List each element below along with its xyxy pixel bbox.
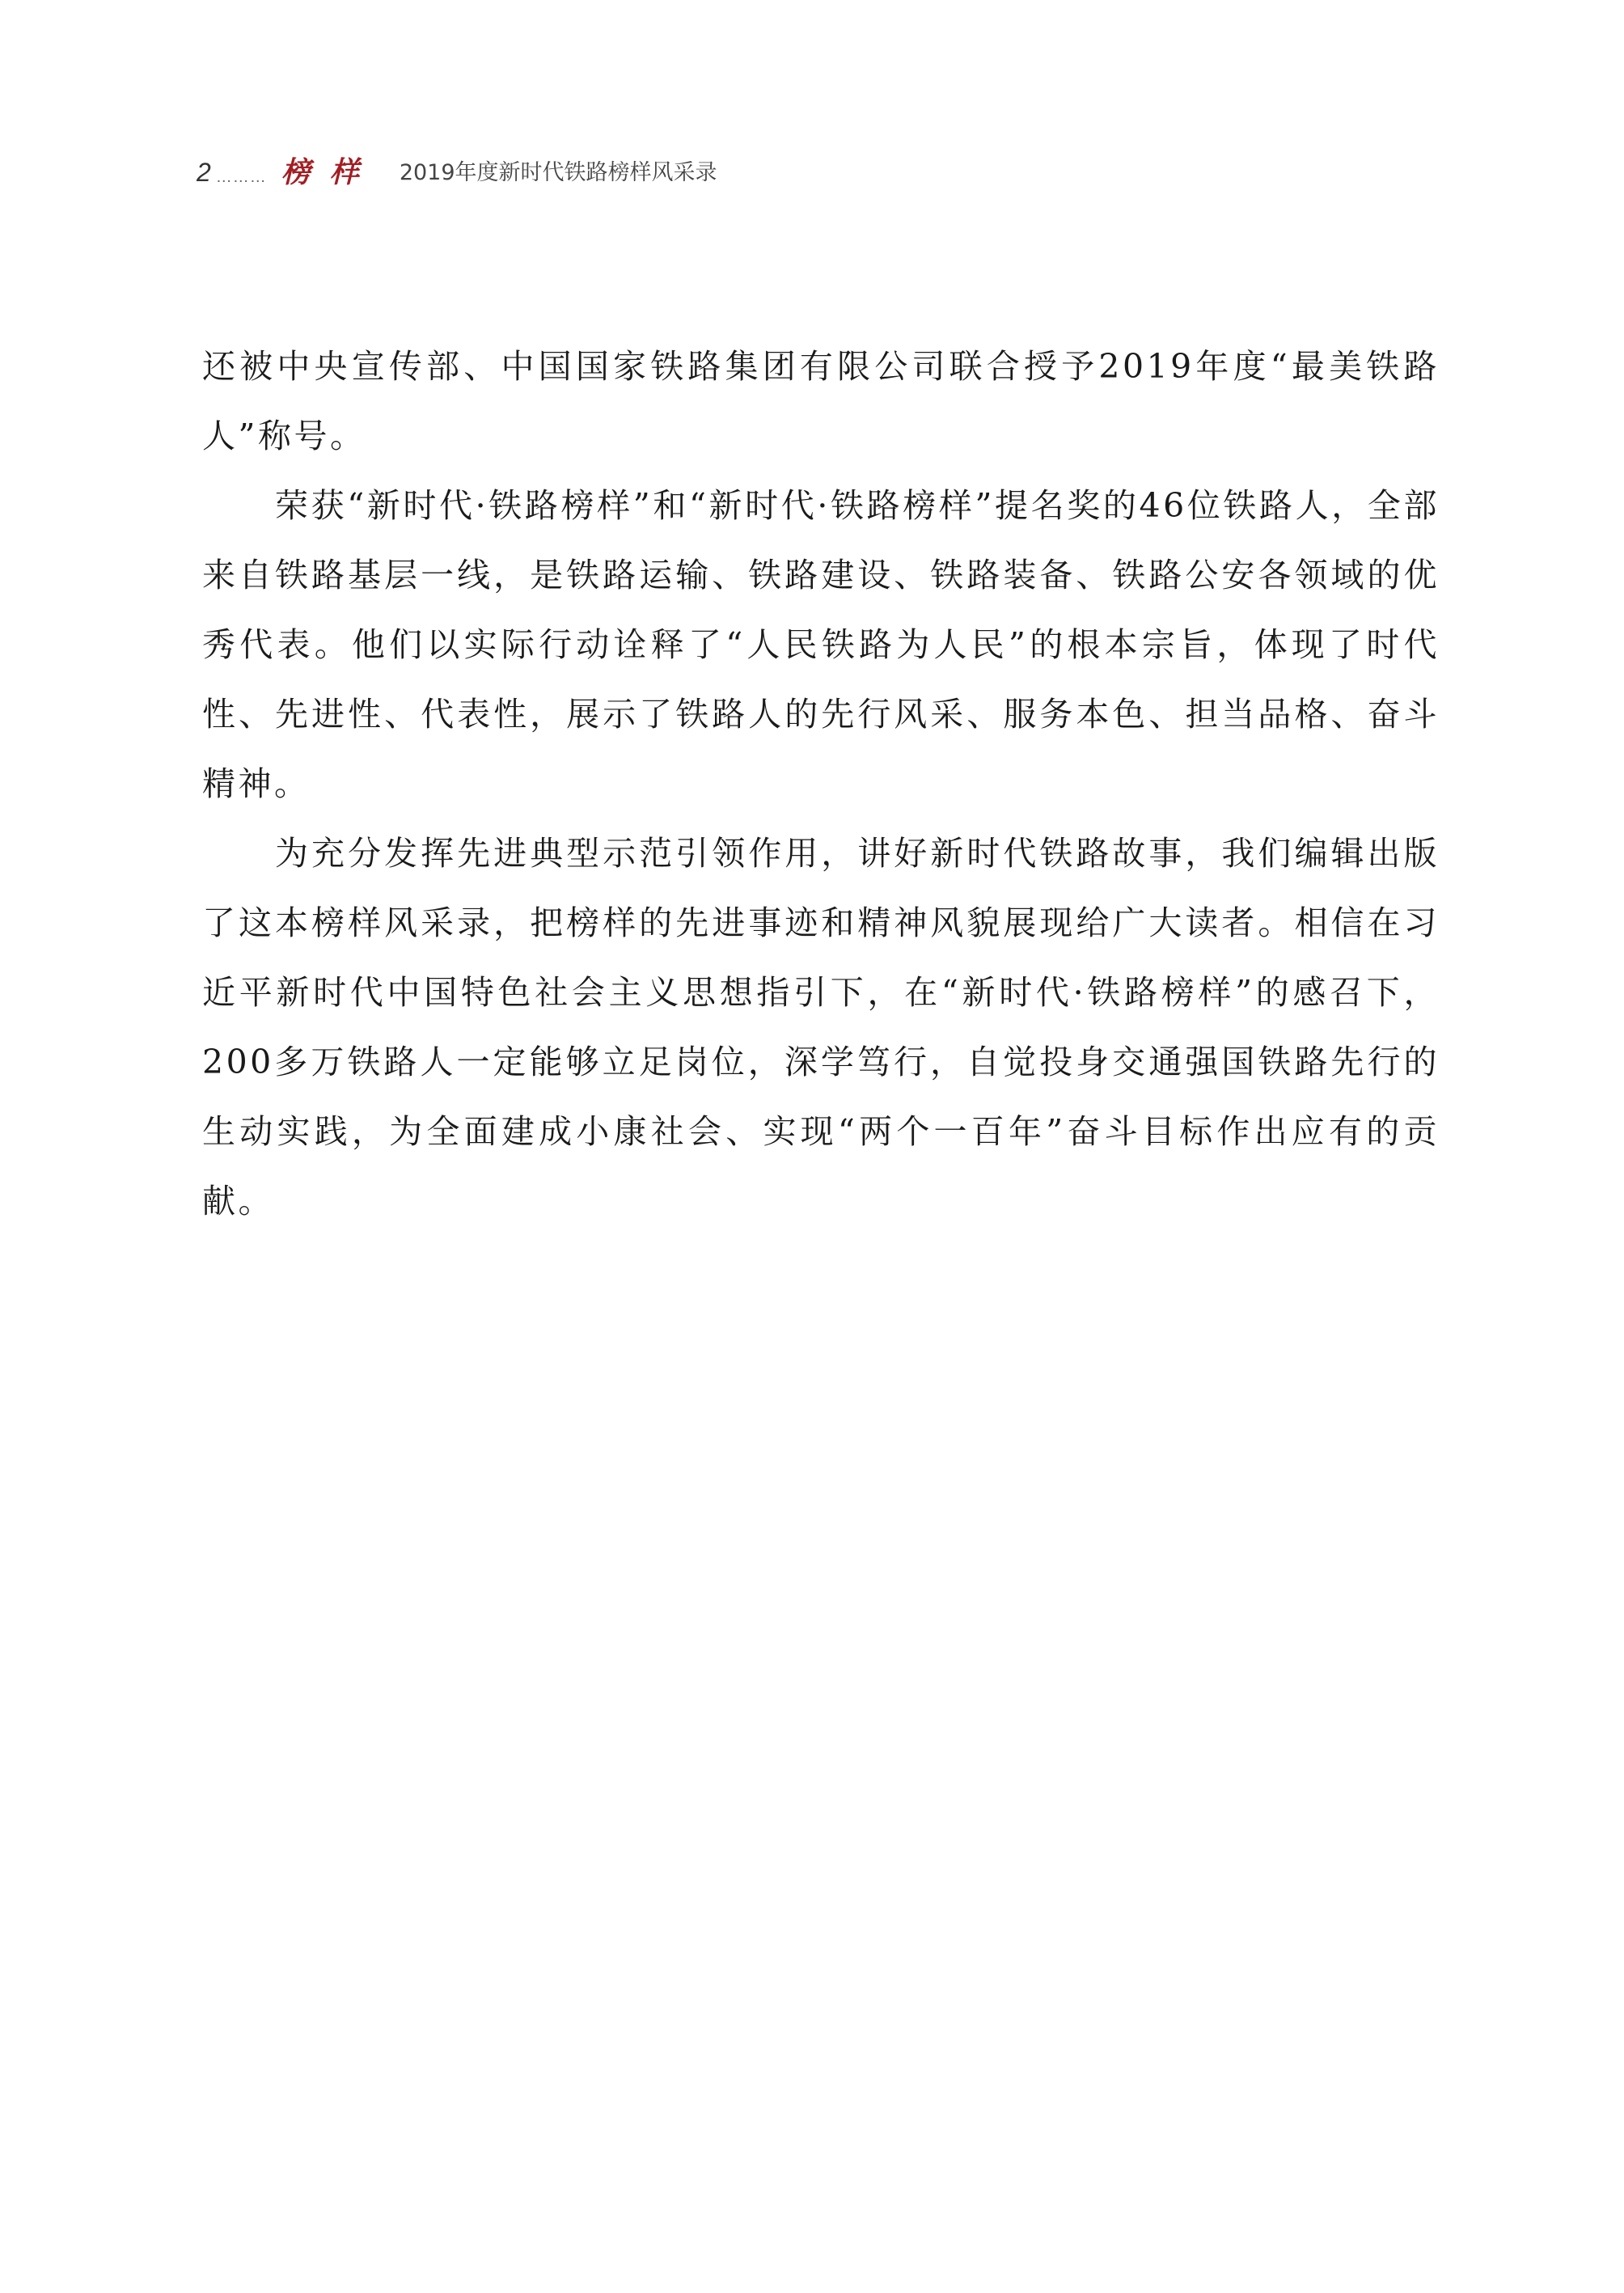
body-text — [202, 332, 1440, 1236]
paragraph-continuation: 还被中央宣传部、中国国家铁路集团有限公司联合授予2019年度“最美铁路人”称号。 — [202, 347, 1440, 455]
running-header — [197, 152, 717, 192]
leader-dots: ……… — [215, 167, 267, 186]
paragraph-honorees: 荣获“新时代·铁路榜样”和“新时代·铁路榜样”提名奖的46位铁路人，全部来自铁路基层一线，是铁路运输、铁路建设、铁路装备、铁路公安各领域的优秀代表。他们以实际行动诠释了“人民铁路为人民”的根本宗旨，体现了时代性、先进性、代表性，展示了铁路人的先行风采、服务本色、担当品格、奋斗精神。 — [202, 486, 1440, 803]
page-number: 2 — [197, 158, 211, 187]
book-title: 2019年度新时代铁路榜样风采录 — [399, 159, 717, 185]
series-mark: 榜样 — [281, 155, 379, 189]
paragraph-purpose: 为充分发挥先进典型示范引领作用，讲好新时代铁路故事，我们编辑出版了这本榜样风采录，把榜样的先进事迹和精神风貌展现给广大读者。相信在习近平新时代中国特色社会主义思想指引下，在“新时代·铁路榜样”的感召下，200多万铁路人一定能够立足岗位，深学笃行，自觉投身交通强国铁路先行的生动实践，为全面建成小康社会、实现“两个一百年”奋斗目标作出应有的贡献。 — [202, 834, 1440, 1221]
